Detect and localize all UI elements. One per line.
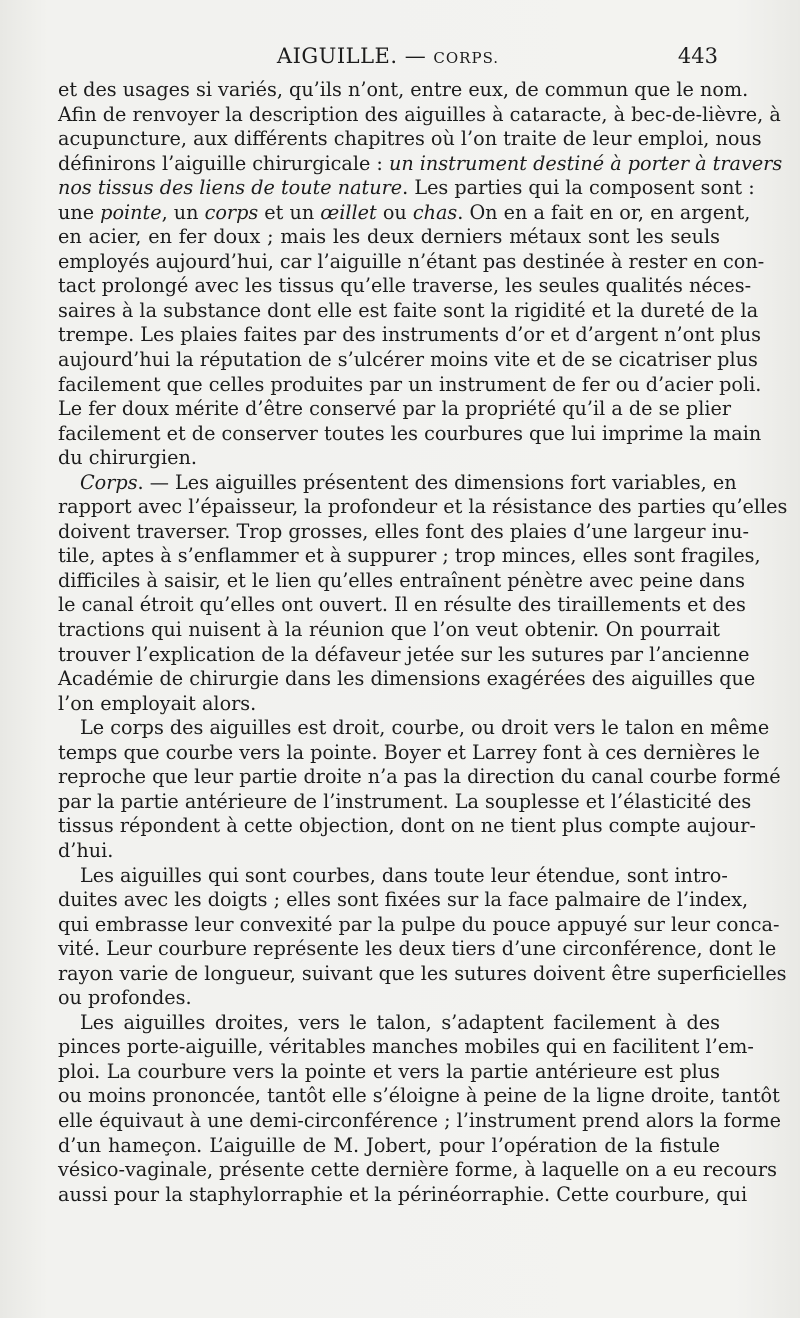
text-line [58, 298, 759, 324]
text-line [58, 1035, 754, 1060]
text-line [58, 667, 756, 692]
text-line [58, 78, 749, 103]
text-line [58, 544, 761, 569]
text-run: difficiles à saisir, et le lien qu’elles entraînent pénètre avec peine dans [58, 568, 745, 592]
text-line [58, 348, 758, 373]
text-run: qui embrasse leur convexité par la pulpe du pouce appuyé sur leur conca- [58, 912, 780, 936]
text-run: , un [161, 200, 205, 224]
text-run: trempe. Les plaies faites par des instruments d’or et d’argent n’ont plus [58, 323, 761, 347]
text-run: temps que courbe vers la pointe. Boyer et Larrey font à ces dernières le [58, 740, 760, 764]
text-line [58, 814, 756, 839]
text-run: tissus répondent à cette objection, dont on ne tient plus compte aujour- [58, 814, 756, 838]
text-run: pinces porte-aiguille, véritables manches mobiles qui en facilitent l’em- [58, 1035, 754, 1059]
text-line [58, 912, 780, 938]
text-line [58, 765, 781, 790]
text-line [58, 568, 745, 594]
text-line [58, 1011, 720, 1036]
text-run: . On en a fait en or, en argent, [457, 200, 751, 224]
text-line [58, 937, 777, 962]
text-line [58, 1084, 780, 1109]
text-run: Les aiguilles qui sont courbes, dans toute leur étendue, sont intro- [80, 863, 728, 887]
running-title-main: AIGUILLE. — [276, 44, 434, 68]
text-run: tile, aptes à s’enflammer et à suppurer ; trop minces, elles sont fragiles, [58, 544, 761, 568]
text-run: ou moins prononcée, tantôt elle s’éloigne à peine de la ligne droite, tantôt [58, 1084, 780, 1108]
text-line [58, 593, 746, 618]
text-line [58, 1134, 720, 1159]
text-line [58, 863, 728, 889]
running-header [58, 44, 718, 74]
text-run: définirons l’aiguille chirurgicale : [58, 151, 389, 175]
text-run: une [58, 200, 101, 224]
text-run: tact prolongé avec les tissus qu’elle traverse, les seules qualités néces- [58, 274, 752, 298]
text-line [58, 397, 732, 422]
text-line [58, 421, 762, 447]
text-run: rapport avec l’épaisseur, la profondeur et la résistance des parties qu’elles [58, 495, 788, 519]
text-run: du chirurgien. [58, 446, 197, 470]
text-run: elle équivaut à une demi-circonférence ; l’instrument prend alors la forme [58, 1108, 782, 1132]
text-run: vésico-vaginale, présente cette dernière forme, à laquelle on a eu recours [58, 1158, 777, 1182]
text-line [58, 740, 760, 766]
italic-text: nos tissus des liens de toute nature [58, 176, 403, 200]
text-line [58, 446, 720, 471]
text-run: en acier, en fer doux ; mais les deux derniers métaux sont les seuls [58, 225, 720, 249]
text-run: saires à la substance dont elle est faite sont la rigidité et la dureté de la [58, 298, 759, 322]
text-line [58, 200, 751, 226]
text-run: duites avec les doigts ; elles sont fixées sur la face palmaire de l’index, [58, 888, 749, 912]
text-run: facilement et de conserver toutes les courbures que lui imprime la main [58, 421, 762, 445]
text-line [58, 1108, 782, 1134]
text-run: facilement que celles produites par un instrument de fer ou d’acier poli. [58, 372, 762, 396]
text-line [58, 1182, 748, 1208]
text-line [58, 102, 781, 128]
text-run: vité. Leur courbure représente les deux tiers d’une circonférence, dont le [58, 937, 777, 961]
text-line [58, 372, 762, 398]
text-line [58, 986, 720, 1011]
text-line [58, 1060, 720, 1085]
text-run: Les aiguilles droites, vers le talon, s’adaptent facilement à des [80, 1010, 720, 1034]
text-run: Le fer doux mérite d’être conservé par la propriété qu’il a de se plier [58, 397, 732, 421]
text-line [58, 961, 787, 987]
text-line [58, 176, 755, 201]
italic-text: pointe [100, 200, 162, 224]
text-run: ou profondes. [58, 986, 192, 1010]
text-line [58, 1158, 777, 1183]
text-line [58, 618, 720, 643]
text-line [58, 888, 749, 913]
text-line [58, 642, 750, 668]
text-line [58, 470, 737, 496]
text-line [58, 495, 788, 520]
text-line [58, 789, 752, 815]
text-run: par la partie antérieure de l’instrument. La souplesse et l’élasticité des [58, 789, 752, 813]
text-run: rayon varie de longueur, suivant que les sutures doivent être superficielles [58, 961, 787, 985]
text-line [58, 151, 783, 177]
text-run: Le corps des aiguilles est droit, courbe, ou droit vers le talon en même [80, 716, 770, 740]
text-run: aujourd’hui la réputation de s’ulcérer moins vite et de se cicatriser plus [58, 348, 758, 372]
text-run: Académie de chirurgie dans les dimensions exagérées des aiguilles que [58, 667, 756, 691]
text-run: aussi pour la staphylorraphie et la périnéorraphie. Cette courbure, qui [58, 1182, 748, 1206]
page-number: 443 [677, 44, 718, 68]
text-line [58, 716, 770, 741]
text-run: et un [258, 200, 321, 224]
text-run: ploi. La courbure vers la pointe et vers la partie antérieure est plus [58, 1059, 720, 1083]
text-run: . Les parties qui la composent sont : [402, 176, 755, 200]
running-title [58, 44, 718, 68]
running-title-section: CORPS. [433, 49, 500, 67]
text-run: le canal étroit qu’elles ont ouvert. Il en résulte des tiraillements et des [58, 593, 746, 617]
text-line [58, 692, 720, 717]
text-run: Afin de renvoyer la description des aiguilles à cataracte, à bec-de-lièvre, à [58, 102, 781, 126]
text-line [58, 323, 761, 348]
text-run: d’un hameçon. L’aiguille de M. Jobert, pour l’opération de la fistule [58, 1133, 720, 1157]
text-line [58, 225, 720, 250]
text-run: trouver l’explication de la défaveur jetée sur les sutures par l’ancienne [58, 642, 750, 666]
text-run: d’hui. [58, 838, 114, 862]
text-line [58, 249, 765, 275]
text-run: doivent traverser. Trop grosses, elles font des plaies d’une largeur inu- [58, 519, 750, 543]
text-run: l’on employait alors. [58, 691, 257, 715]
text-run: reproche que leur partie droite n’a pas la direction du canal courbe formé [58, 765, 781, 789]
text-line [58, 274, 752, 299]
text-line [58, 839, 720, 864]
italic-text: corps [204, 200, 259, 224]
text-line [58, 127, 762, 152]
italic-text: chas [412, 200, 458, 224]
text-run: . — Les aiguilles présentent des dimensions fort variables, en [137, 470, 737, 494]
italic-text: Corps [80, 470, 138, 494]
italic-text: œillet [320, 200, 377, 224]
text-run: et des usages si variés, qu’ils n’ont, entre eux, de commun que le nom. [58, 78, 749, 101]
text-run: acupuncture, aux différents chapitres où l’on traite de leur emploi, nous [58, 127, 762, 151]
text-run: tractions qui nuisent à la réunion que l’on veut obtenir. On pourrait [58, 618, 720, 642]
text-line [58, 519, 750, 545]
text-run: ou [376, 200, 413, 224]
body-text [58, 78, 788, 1207]
text-run: employés aujourd’hui, car l’aiguille n’étant pas destinée à rester en con- [58, 249, 765, 273]
italic-text: un instrument destiné à porter à travers [388, 151, 783, 175]
